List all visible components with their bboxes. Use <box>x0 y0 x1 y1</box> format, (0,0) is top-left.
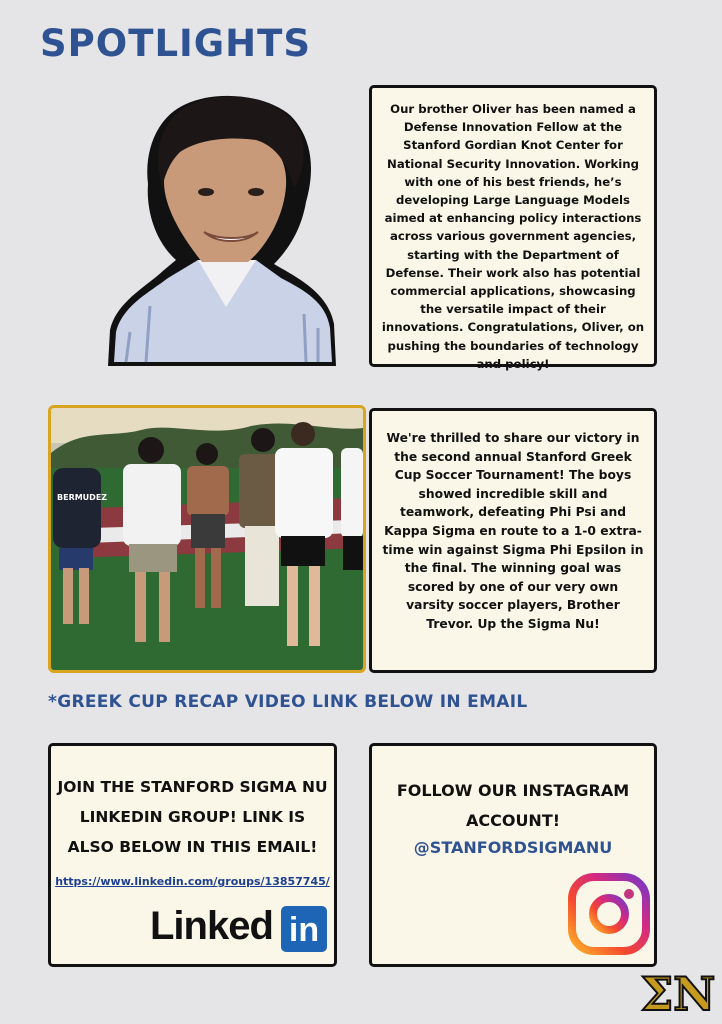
linkedin-group-link[interactable]: https://www.linkedin.com/groups/13857745/ <box>55 875 330 888</box>
linkedin-card <box>48 743 337 967</box>
jersey-name-text: BERMUDEZ <box>57 493 108 502</box>
page-title: SPOTLIGHTS <box>40 22 312 65</box>
instagram-follow-text: FOLLOW OUR INSTAGRAM ACCOUNT! <box>396 781 630 830</box>
oliver-spotlight-card <box>369 85 657 371</box>
recap-video-note: *GREEK CUP RECAP VIDEO LINK BELOW IN EMAIL <box>48 692 528 712</box>
sigma-nu-letters: ΣΝ <box>640 970 716 1018</box>
oliver-portrait-photo <box>106 92 338 368</box>
linkedin-join-text: JOIN THE STANFORD SIGMA NU LINKEDIN GROUP! LINK IS ALSO BELOW IN THIS EMAIL! <box>57 778 328 856</box>
linkedin-logo-word: Linked <box>150 904 273 948</box>
instagram-handle-link[interactable]: @STANFORDSIGMANU <box>413 838 613 857</box>
instagram-logo-icon[interactable] <box>567 872 651 956</box>
greek-cup-spotlight-card <box>369 408 657 673</box>
linkedin-logo-box: in <box>281 906 327 952</box>
sigma-nu-logo <box>640 970 716 1018</box>
oliver-spotlight-text: Our brother Oliver has been named a Defense Innovation Fellow at the Stanford Gordian Knot Center for National Security Innovation. Working with one of his best friends, he’s developing Large Language Models aimed at enhancing policy interactions across various government agencies, starting with the Department of Defense. Their work also has potential commercial applications, showcasing the versatile impact of their innovations. Congratulations, Oliver, on pushing the boundaries of technology and policy! <box>381 102 645 371</box>
greek-cup-team-photo <box>48 405 366 673</box>
greek-cup-spotlight-text: We're thrilled to share our victory in the second annual Stanford Greek Cup Soccer Tournament! The boys showed incredible skill and teamwork, defeating Phi Psi and Kappa Sigma en route to a 1-0 extra-time win against Sigma Phi Epsilon in the final. The winning goal was scored by one of our very own varsity soccer players, Brother Trevor. Up the Sigma Nu! <box>382 431 644 631</box>
instagram-card <box>369 743 657 967</box>
